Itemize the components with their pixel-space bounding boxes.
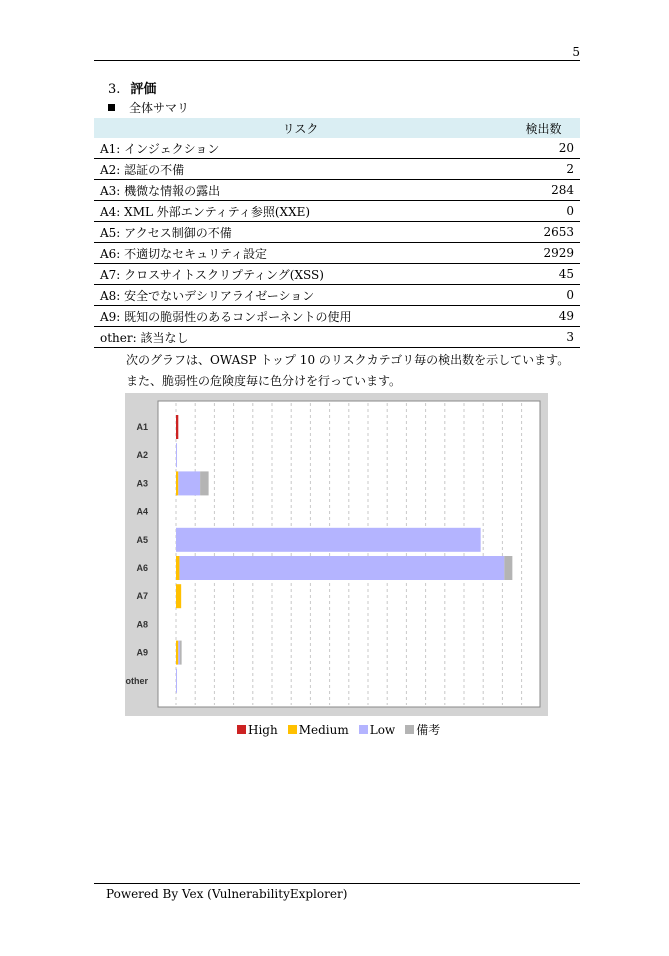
summary-table — [94, 118, 580, 348]
category-tick-label: A8 — [136, 619, 148, 630]
header-rule — [94, 60, 580, 61]
count-cell: 3 — [507, 327, 580, 348]
legend-label: Low — [369, 722, 396, 737]
risk-cell: A7: クロスサイトスクリプティング(XSS) — [94, 264, 507, 285]
count-cell: 2653 — [507, 222, 580, 243]
bar-segment — [179, 556, 504, 580]
legend-item — [237, 723, 278, 737]
risk-bar-chart — [125, 393, 548, 716]
risk-cell: A1: インジェクション — [94, 138, 507, 159]
category-tick-label: A6 — [136, 563, 148, 573]
table-row — [94, 306, 580, 327]
legend-label: Medium — [298, 722, 349, 737]
risk-cell: A3: 機微な情報の露出 — [94, 180, 507, 201]
bar-segment — [176, 443, 177, 467]
table-row — [94, 264, 580, 285]
table-row — [94, 180, 580, 201]
count-cell: 45 — [507, 264, 580, 285]
category-tick-label: other — [125, 675, 148, 686]
count-cell: 2 — [507, 159, 580, 180]
table-row — [94, 327, 580, 348]
legend-label: 備考 — [416, 723, 441, 737]
risk-cell: A9: 既知の脆弱性のあるコンポーネントの使用 — [94, 306, 507, 327]
square-bullet-icon — [108, 104, 115, 111]
category-tick-label: A1 — [136, 422, 148, 432]
table-row — [94, 138, 580, 159]
page-number: 5 — [572, 45, 580, 59]
bar-segment — [176, 641, 178, 665]
table-row — [94, 285, 580, 306]
footer-rule — [94, 883, 580, 884]
category-tick-label: A7 — [136, 591, 148, 602]
count-cell: 2929 — [507, 243, 580, 264]
bar-segment — [504, 556, 512, 580]
bar-segment — [178, 641, 180, 665]
table-row — [94, 222, 580, 243]
risk-column-header: リスク — [94, 118, 507, 138]
count-cell: 0 — [507, 201, 580, 222]
category-tick-label: A2 — [136, 450, 148, 461]
category-labels — [126, 422, 149, 686]
risk-cell: A6: 不適切なセキュリティ設定 — [94, 243, 507, 264]
legend-item — [405, 721, 440, 738]
count-cell: 0 — [507, 285, 580, 306]
category-tick-label: A3 — [136, 478, 148, 489]
footer-text: Powered By Vex (VulnerabilityExplorer) — [106, 887, 348, 901]
count-cell: 49 — [507, 306, 580, 327]
bar-segment — [176, 471, 178, 495]
table-row — [94, 159, 580, 180]
bar-segment — [176, 556, 179, 580]
count-cell: 20 — [507, 138, 580, 159]
subsection-title: 全体サマリ — [129, 101, 190, 115]
table-row — [94, 243, 580, 264]
risk-cell: A4: XML 外部エンティティ参照(XXE) — [94, 201, 507, 222]
chart-legend — [237, 721, 440, 738]
count-cell: 284 — [507, 180, 580, 201]
bar-segment — [176, 584, 181, 608]
legend-swatch — [288, 725, 297, 734]
category-tick-label: A9 — [136, 647, 148, 658]
risk-cell: A2: 認証の不備 — [94, 159, 507, 180]
bar-segment — [176, 415, 178, 439]
risk-cell: A5: アクセス制御の不備 — [94, 222, 507, 243]
risk-cell: A8: 安全でないデシリアライゼーション — [94, 285, 507, 306]
section-title: 評価 — [130, 82, 157, 97]
legend-swatch — [405, 725, 414, 734]
category-tick-label: A4 — [136, 506, 148, 517]
category-tick-label: A5 — [136, 534, 148, 545]
chart-frame — [125, 393, 548, 716]
chart-description-line-2: また、脆弱性の危険度毎に色分けを行っています。 — [126, 374, 402, 388]
chart-description-line-1: 次のグラフは、OWASP トップ 10 のリスクカテゴリ毎の検出数を示しています。 — [126, 353, 570, 367]
risk-cell: other: 該当なし — [94, 327, 507, 348]
legend-label: High — [248, 722, 278, 737]
bar-segment — [178, 471, 200, 495]
table-row — [94, 201, 580, 222]
bar-segment — [176, 528, 481, 552]
count-column-header: 検出数 — [507, 118, 580, 138]
subsection-heading — [108, 99, 189, 116]
legend-item — [288, 723, 349, 737]
legend-swatch — [237, 725, 246, 734]
bar-segment — [180, 641, 182, 665]
legend-item — [359, 723, 395, 737]
bar-segment — [176, 669, 177, 693]
bar-segment — [200, 471, 208, 495]
table-header-row — [94, 118, 580, 138]
legend-swatch — [359, 725, 368, 734]
section-number: 3. — [108, 82, 121, 97]
section-heading — [108, 78, 156, 97]
